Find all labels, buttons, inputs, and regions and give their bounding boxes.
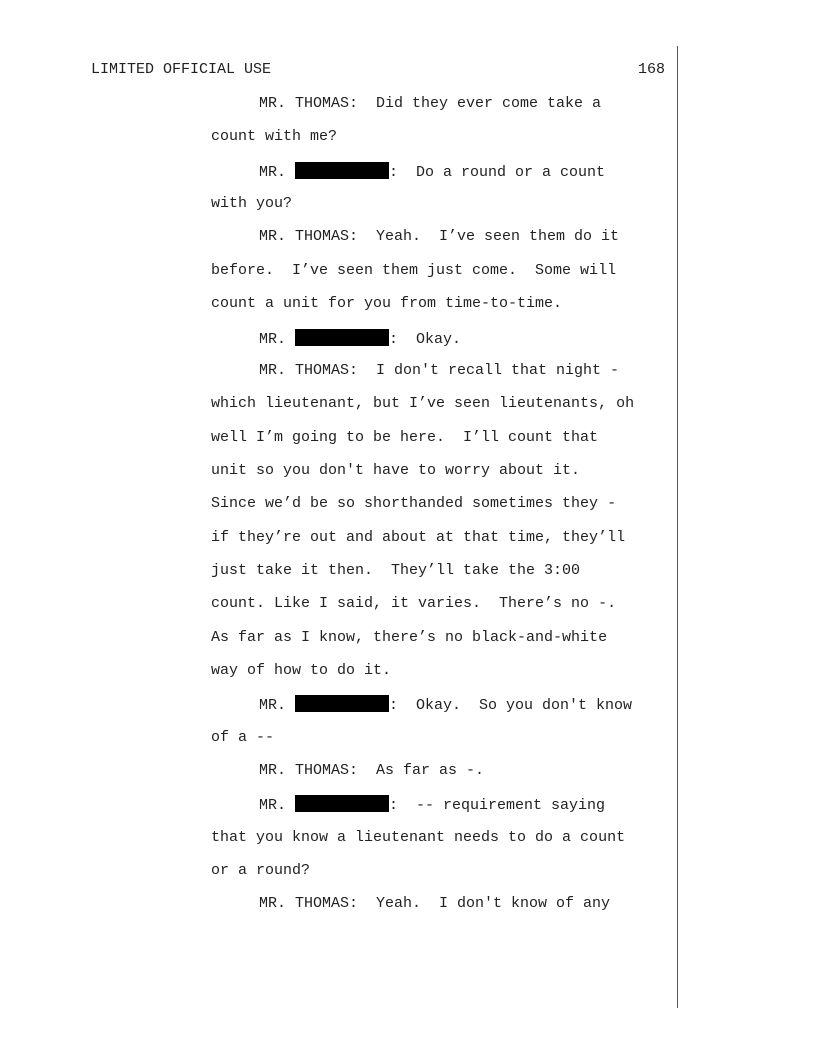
line-text xyxy=(259,795,605,814)
line-text-start: that you know a lieutenant needs to do a count xyxy=(211,828,626,846)
line-text-start: count. Like I said, it varies. There’s no -. xyxy=(211,595,617,613)
transcript-line xyxy=(0,228,680,248)
line-text xyxy=(259,762,484,779)
line-text-start: way of how to do it. xyxy=(211,662,392,679)
line-text-start: MR. THOMAS: I don't recall that night - xyxy=(259,361,620,379)
line-text xyxy=(259,362,619,379)
line-text-start: or a round? xyxy=(211,862,311,880)
transcript-line xyxy=(0,495,680,515)
line-text xyxy=(211,128,337,145)
line-text-start: well I’m going to be here. I’ll count that xyxy=(211,428,599,446)
line-text-start: which lieutenant, but I’ve seen lieutenants, oh xyxy=(211,395,635,413)
transcript-line xyxy=(0,729,680,749)
transcript-line xyxy=(0,95,680,115)
line-text-start: just take it then. They’ll take the 3:00 xyxy=(211,561,581,579)
line-text xyxy=(211,429,598,446)
transcript-line xyxy=(0,595,680,615)
redaction-box xyxy=(295,795,389,812)
line-text-start: MR. xyxy=(259,797,296,815)
line-text-start: if they’re out and about at that time, they’ll xyxy=(211,528,626,546)
line-text xyxy=(211,462,580,479)
line-text-start: MR. xyxy=(259,330,296,348)
line-text-start: before. I’ve seen them just come. Some will xyxy=(211,261,617,279)
redaction-box xyxy=(295,329,389,346)
transcript-line xyxy=(0,862,680,882)
line-text xyxy=(211,829,625,846)
line-text-start: of a -- xyxy=(211,728,275,746)
line-text-start: MR. THOMAS: Yeah. I don't know of any xyxy=(259,895,611,913)
line-text xyxy=(211,729,274,746)
transcript-line xyxy=(0,762,680,782)
transcript-line xyxy=(0,362,680,382)
line-text-start: MR. xyxy=(259,697,296,715)
transcript-line xyxy=(0,329,680,349)
line-text xyxy=(211,495,616,512)
transcript-line xyxy=(0,695,680,715)
line-text-end: : Okay. So you don't know xyxy=(389,697,633,715)
transcript-line xyxy=(0,795,680,815)
line-text-start: MR. THOMAS: As far as -. xyxy=(259,762,485,779)
line-text xyxy=(211,562,580,579)
line-text-start: As far as I know, there’s no black-and-white xyxy=(211,628,608,646)
redaction-box xyxy=(295,162,389,179)
line-text xyxy=(211,195,292,212)
line-text xyxy=(211,395,634,412)
line-text xyxy=(211,262,616,279)
line-text-start: MR. THOMAS: Did they ever come take a xyxy=(259,95,602,112)
transcript-line xyxy=(0,195,680,215)
line-text-start: count a unit for you from time-to-time. xyxy=(211,295,563,313)
transcript-line xyxy=(0,629,680,649)
line-text-start: MR. xyxy=(259,163,296,181)
line-text-start: unit so you don't have to worry about it. xyxy=(211,461,581,479)
transcript-line xyxy=(0,429,680,449)
line-text-end: : -- requirement saying xyxy=(389,797,606,815)
line-text xyxy=(259,162,605,181)
transcript-line xyxy=(0,295,680,315)
transcript-line xyxy=(0,562,680,582)
line-text xyxy=(211,662,391,679)
line-text xyxy=(211,862,310,879)
line-text xyxy=(259,329,461,348)
line-text xyxy=(211,595,616,612)
transcript-line xyxy=(0,662,680,682)
line-text xyxy=(211,629,607,646)
redaction-box xyxy=(295,695,389,712)
line-text-end: : Do a round or a count xyxy=(389,163,606,181)
transcript-line xyxy=(0,895,680,915)
transcript-line xyxy=(0,529,680,549)
transcript-line xyxy=(0,395,680,415)
transcript-line xyxy=(0,262,680,282)
line-text-start: with you? xyxy=(211,195,293,213)
line-text xyxy=(259,95,601,112)
line-text xyxy=(259,228,619,245)
line-text-start: Since we’d be so shorthanded sometimes they - xyxy=(211,495,617,513)
line-text xyxy=(259,895,610,912)
page-number: 168 xyxy=(638,61,666,78)
line-text xyxy=(259,695,632,714)
transcript-line xyxy=(0,829,680,849)
line-text-start: MR. THOMAS: Yeah. I’ve seen them do it xyxy=(259,228,620,246)
line-text xyxy=(211,529,625,546)
classification-marking: LIMITED OFFICIAL USE xyxy=(91,61,272,78)
line-text-end: : Okay. xyxy=(389,330,462,348)
transcript-line xyxy=(0,162,680,182)
line-text-start: count with me? xyxy=(211,128,338,146)
line-text xyxy=(211,295,562,312)
transcript-line xyxy=(0,462,680,482)
transcript-line xyxy=(0,128,680,148)
